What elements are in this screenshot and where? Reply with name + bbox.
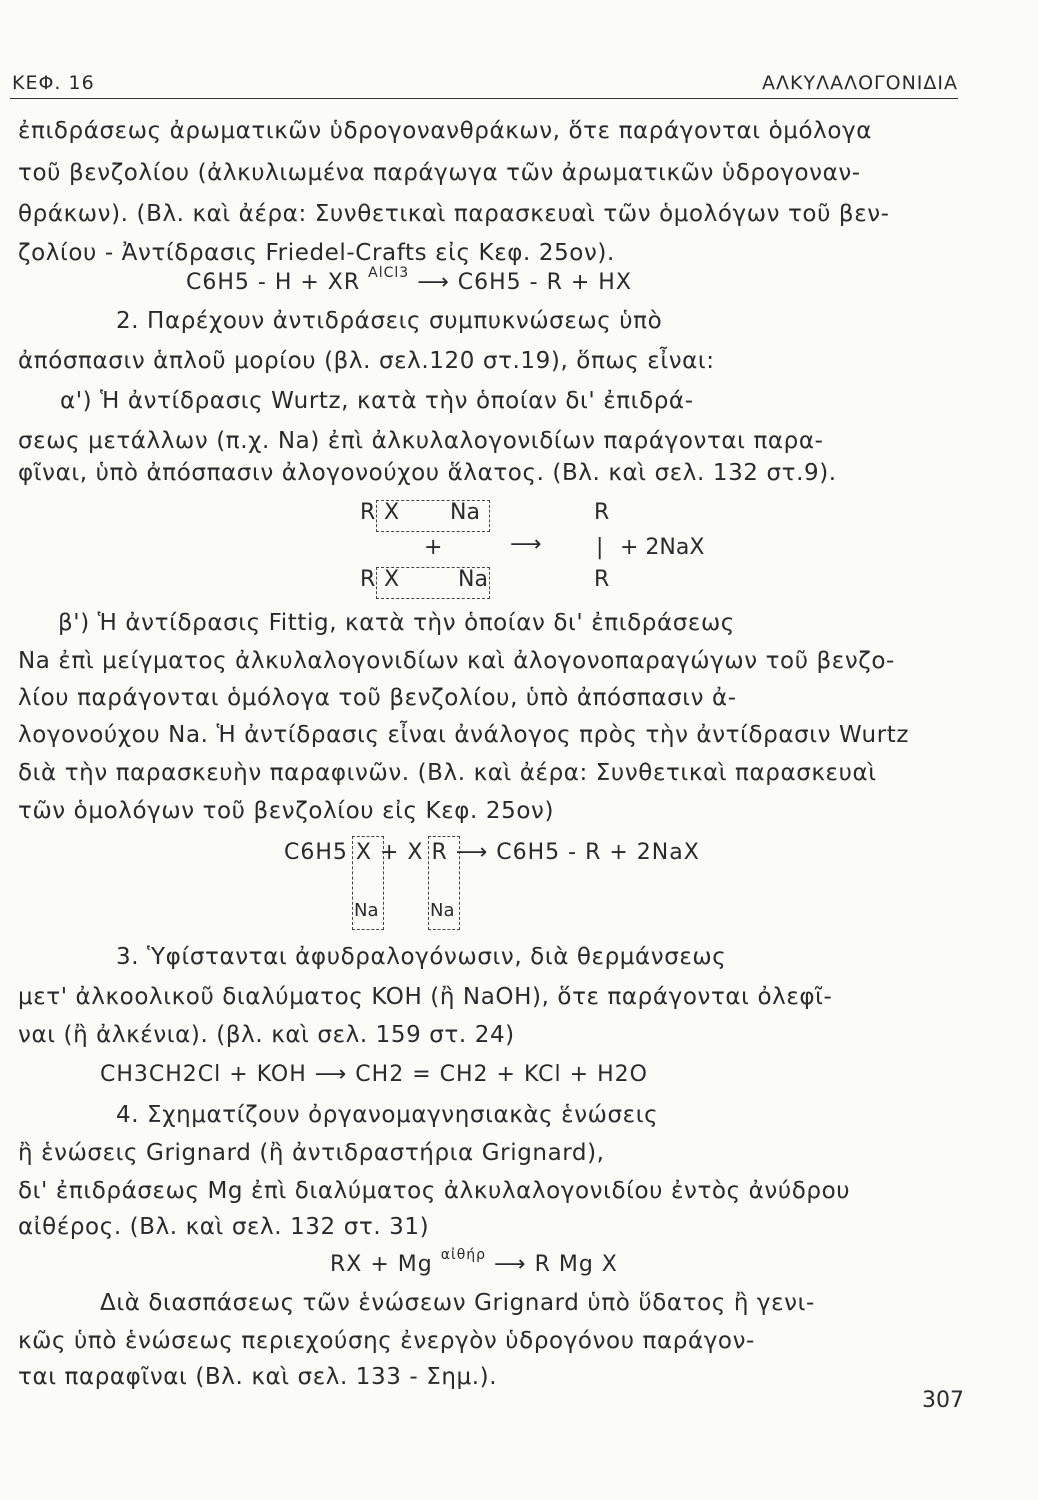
text-line: ἢ ἑνώσεις Grignard (ἢ ἀντιδραστήρια Grignard), <box>18 1140 605 1166</box>
section-3-title: 3. Ὑφίστανται ἀφυδραλογόνωσιν, διὰ θερμάνσεως <box>116 944 727 970</box>
text-line: ἐπιδράσεως ἀρωματικῶν ὑδρογονανθράκων, ὅτε παράγονται ὁμόλογα <box>18 118 872 144</box>
page-number: 307 <box>922 1388 964 1413</box>
koh-equation: CH3CH2Cl + KOH ⟶ CH2 = CH2 + KCl + H2O <box>100 1062 648 1087</box>
text-line: τῶν ὁμολόγων τοῦ βενζολίου εἰς Κεφ. 25ον) <box>18 798 555 824</box>
reaction-arrow: ⟶ <box>417 270 450 295</box>
scheme-bond: | <box>596 535 604 560</box>
scheme-x: X <box>384 567 400 592</box>
scheme-na: Na <box>430 900 455 921</box>
text-line: σεως μετάλλων (π.χ. Na) ἐπὶ ἀλκυλαλογονιδίων παράγονται παρα- <box>18 428 824 454</box>
catalyst-label: AlCl3 <box>368 265 410 281</box>
scheme-na: Na <box>458 567 488 592</box>
text-line: διὰ τὴν παρασκευὴν παραφινῶν. (Βλ. καὶ ἀέρα: Συνθετικαὶ παρασκευαὶ <box>18 760 877 786</box>
equation-lhs: RX + Mg <box>330 1252 433 1277</box>
text-line: φῖναι, ὑπὸ ἀπόσπασιν ἀλογονούχου ἅλατος. (Βλ. καὶ σελ. 132 στ.9). <box>18 460 837 486</box>
text-line: Na ἐπὶ μείγματος ἀλκυλαλογονιδίων καὶ ἀλογονοπαραγώγων τοῦ βενζο- <box>18 648 895 674</box>
text-line: ἀπόσπασιν ἁπλοῦ μορίου (βλ. σελ.120 στ.19), ὅπως εἶναι: <box>18 348 715 374</box>
scheme-product: + 2NaX <box>620 535 705 560</box>
text-line: θράκων). (Βλ. καὶ ἀέρα: Συνθετικαὶ παρασκευαὶ τῶν ὁμολόγων τοῦ βεν- <box>18 201 890 227</box>
solvent-label: αἰθήρ <box>440 1247 487 1263</box>
section-4-title: 4. Σχηματίζουν ὀργανομαγνησιακὰς ἑνώσεις <box>116 1102 659 1128</box>
equation-rhs: C6H5 - R + HX <box>457 270 632 295</box>
scheme-na: Na <box>450 500 480 525</box>
text-line: τοῦ βενζολίου (ἀλκυλιωμένα παράγωγα τῶν ἀρωματικῶν ὑδρογοναν- <box>18 160 861 186</box>
scheme-r: R <box>594 500 610 525</box>
fittig-equation: C6H5 X + X R ⟶ C6H5 - R + 2NaX <box>284 840 700 865</box>
header-rule <box>10 98 958 99</box>
equation-lhs: C6H5 - H + XR <box>186 270 361 295</box>
scheme-r: R <box>360 500 376 525</box>
text-line: δι' ἐπιδράσεως Mg ἐπὶ διαλύματος ἀλκυλαλογονιδίου ἐντὸς ἀνύδρου <box>18 1178 851 1204</box>
text-line: μετ' ἀλκοολικοῦ διαλύματος KOH (ἢ NaOH), ὅτε παράγονται ὀλεφῖ- <box>18 984 833 1010</box>
section-2-title: 2. Παρέχουν ἀντιδράσεις συμπυκνώσεως ὑπὸ <box>116 308 663 334</box>
equation-rhs: R Mg X <box>534 1252 618 1277</box>
scheme-plus: + <box>424 535 443 560</box>
text-line: αἰθέρος. (Βλ. καὶ σελ. 132 στ. 31) <box>18 1214 430 1240</box>
text-line: ται παραφῖναι (Βλ. καὶ σελ. 133 - Σημ.). <box>18 1364 498 1390</box>
text-line: β') Ἡ ἀντίδρασις Fittig, κατὰ τὴν ὁποίαν δι' ἐπιδράσεως <box>58 610 735 636</box>
chapter-title: ΑΛΚΥΛΑΛΟΓΟΝΙΔΙΑ <box>762 72 958 94</box>
scheme-r: R <box>360 567 376 592</box>
reaction-arrow: ⟶ <box>494 1252 527 1277</box>
text-line: α') Ἡ ἀντίδρασις Wurtz, κατὰ τὴν ὁποίαν δι' ἐπιδρά- <box>60 388 694 414</box>
text-line: ναι (ἢ ἀλκένια). (βλ. καὶ σελ. 159 στ. 24) <box>18 1022 515 1048</box>
scheme-r: R <box>594 567 610 592</box>
friedel-crafts-equation <box>186 265 632 295</box>
text-line: λογονούχου Na. Ἡ ἀντίδρασις εἶναι ἀνάλογος πρὸς τὴν ἀντίδρασιν Wurtz <box>18 722 910 748</box>
text-line: ζολίου - Ἀντίδρασις Friedel-Crafts εἰς Κεφ. 25ον). <box>18 240 615 266</box>
scheme-na: Na <box>354 900 379 921</box>
chapter-label: ΚΕΦ. 16 <box>12 72 95 94</box>
text-line: κῶς ὑπὸ ἑνώσεως περιεχούσης ἐνεργὸν ὑδρογόνου παράγον- <box>18 1328 755 1354</box>
grignard-equation <box>330 1247 618 1277</box>
text-line: Διὰ διασπάσεως τῶν ἑνώσεων Grignard ὑπὸ ὕδατος ἢ γενι- <box>100 1290 815 1316</box>
text-line: λίου παράγονται ὁμόλογα τοῦ βενζολίου, ὑπὸ ἀπόσπασιν ἀ- <box>18 685 737 711</box>
scheme-x: X <box>384 500 400 525</box>
reaction-arrow: ⟶ <box>510 532 542 557</box>
